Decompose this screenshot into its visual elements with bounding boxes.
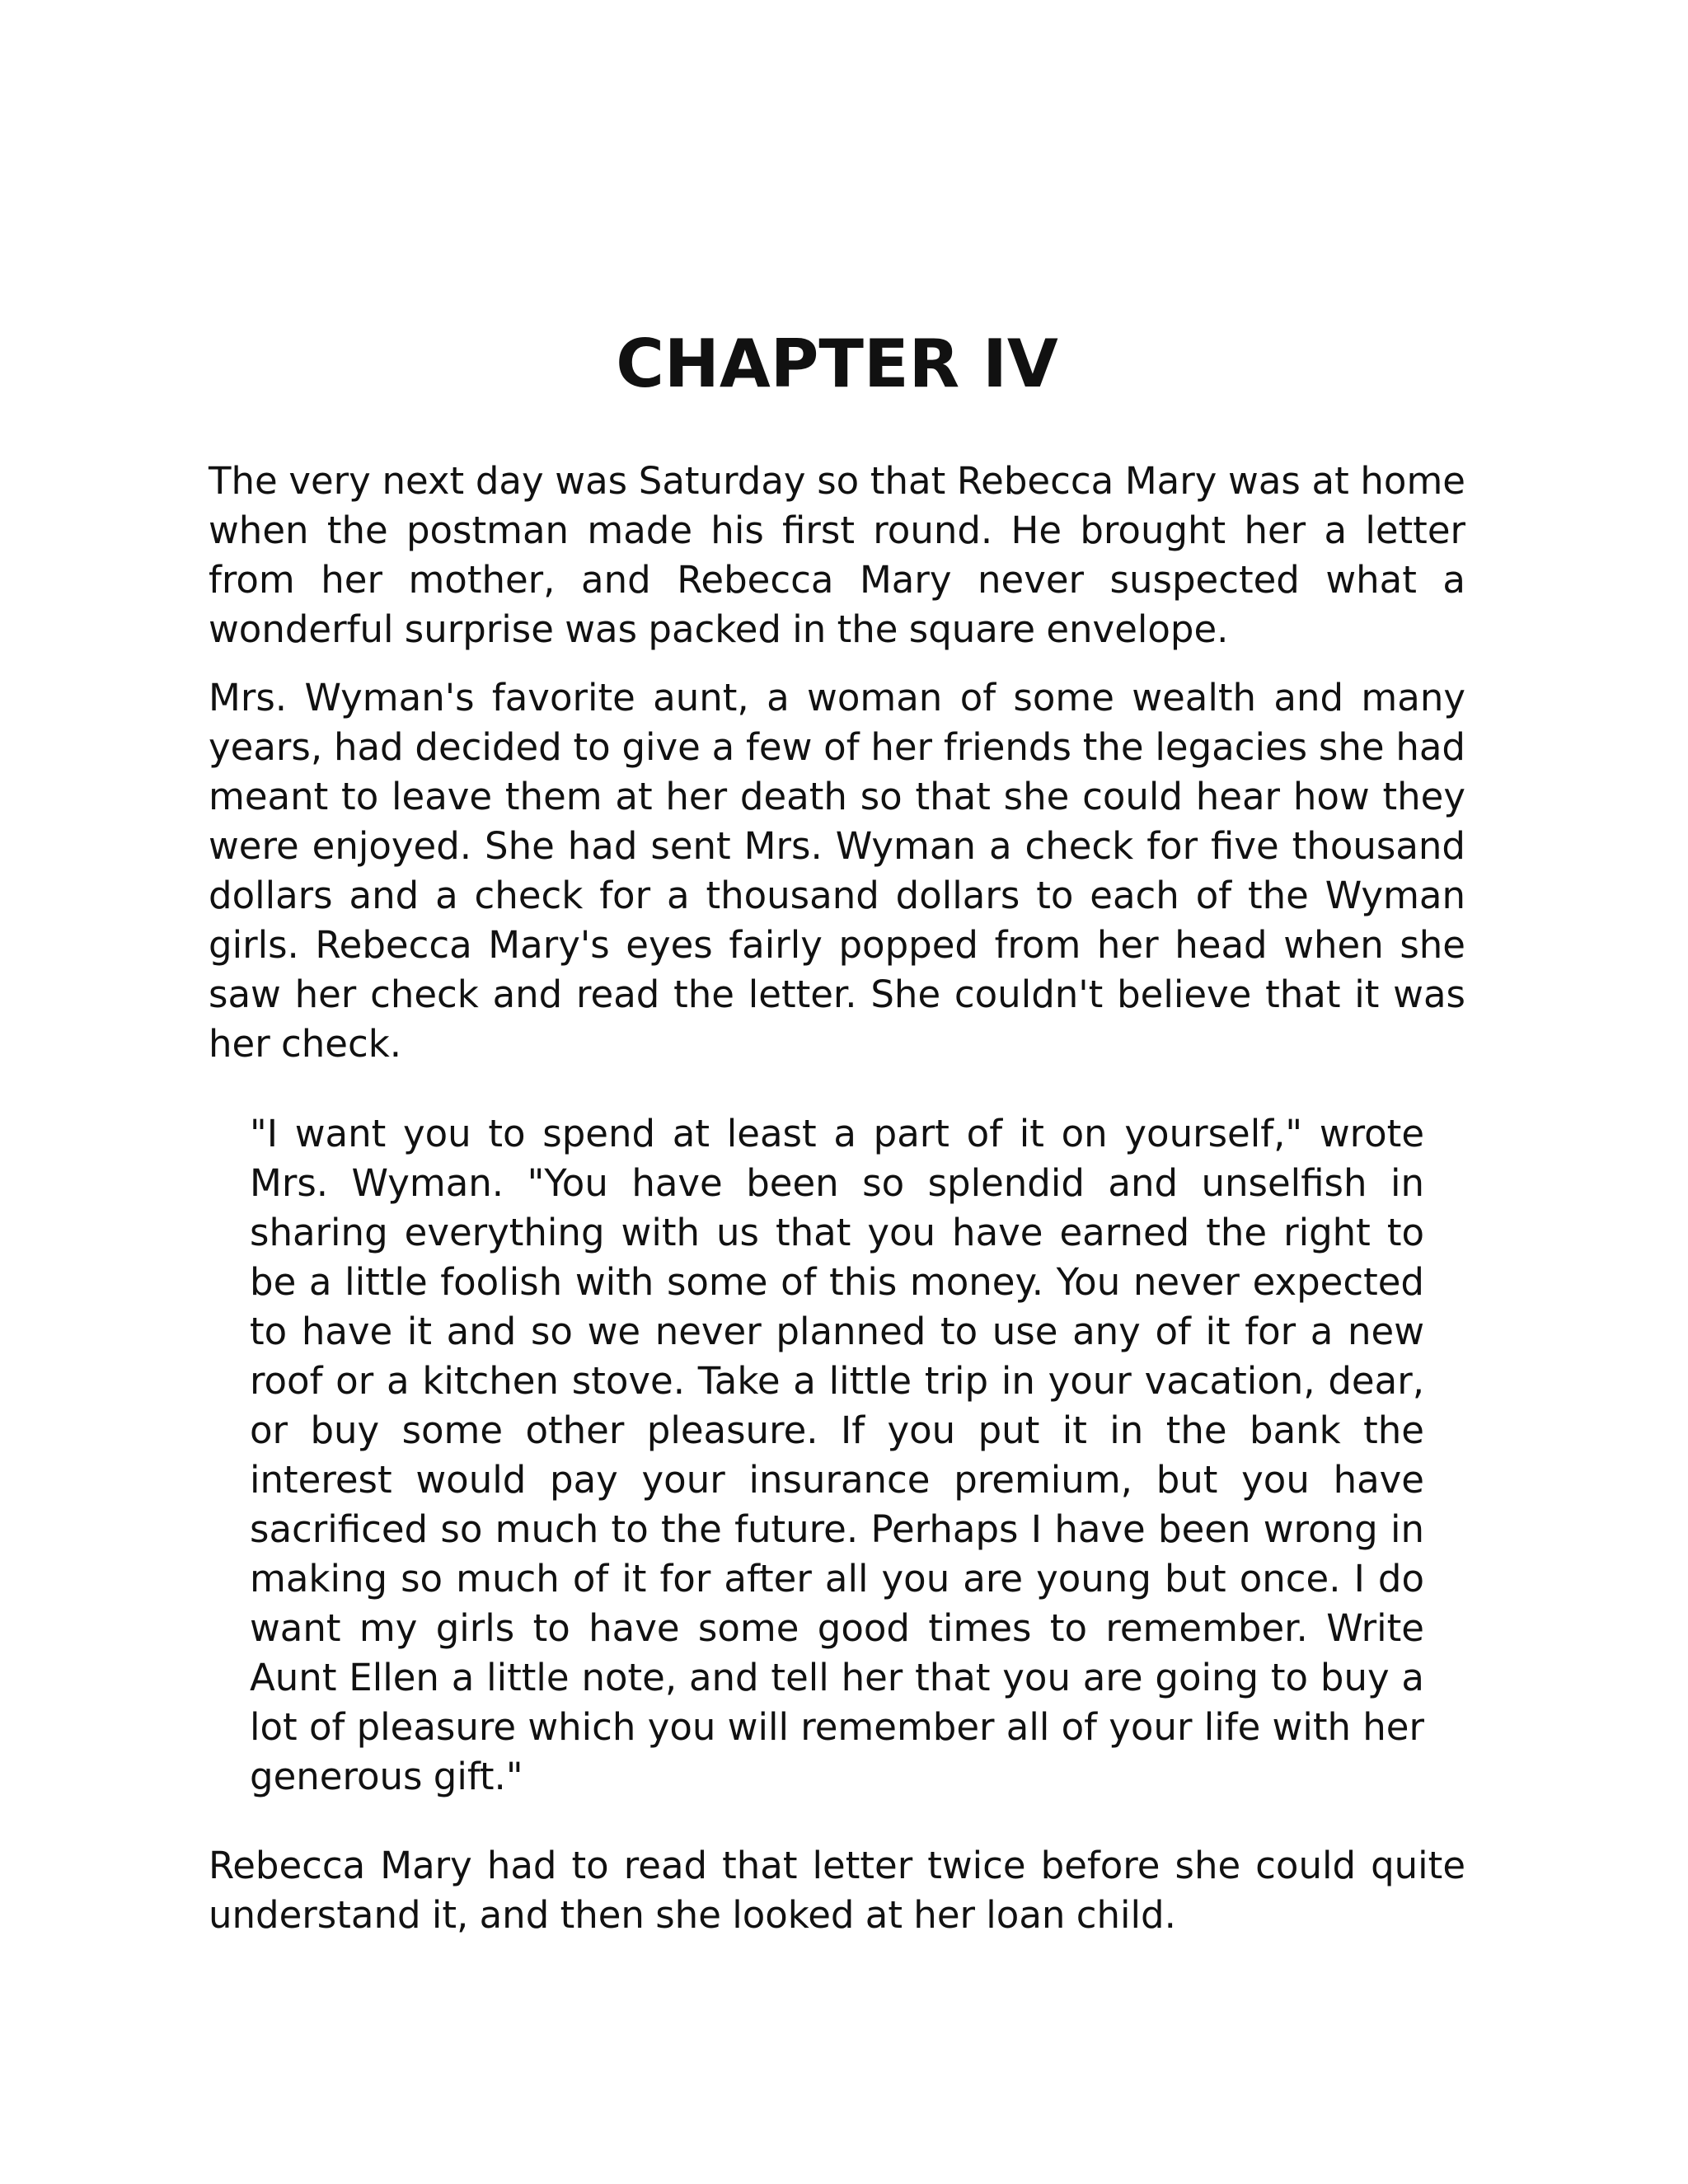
book-page — [209, 323, 1465, 1940]
block-quote-mother-letter: "I want you to spend at least a part of it on yourself," wrote Mrs. Wyman. "You have been so splendid and unselfish in sharing everything with us that you have earned the right to be a little foolish with some of this money. You never expected to have it and so we never planned to use any of it for a new roof or a kitchen stove. Take a little trip in your vacation, dear, or buy some other pleasure. If you put it in the bank the interest would pay your insurance premium, but you have sacrificed so much to the future. Perhaps I have been wrong in making so much of it for after all you are young but once. I do want my girls to have some good times to remember. Write Aunt Ellen a little note, and tell her that you are going to buy a lot of pleasure which you will remember all of your life with her generous gift." — [250, 1112, 1424, 1798]
paragraph-saturday-letter: The very next day was Saturday so that Rebecca Mary was at home when the postman made his first round. He brought her a letter from her mother, and Rebecca Mary never suspected what a wonderful surprise was packed in the square envelope. — [209, 459, 1465, 651]
chapter-title: CHAPTER IV — [616, 326, 1058, 402]
paragraph-read-twice: Rebecca Mary had to read that letter twice before she could quite understand it, and then she looked at her loan child. — [209, 1844, 1465, 1937]
paragraph-aunt-legacy: Mrs. Wyman's favorite aunt, a woman of some wealth and many years, had decided to give a few of her friends the legacies she had meant to leave them at her death so that she could hear how they were enjoyed. She had sent Mrs. Wyman a check for five thousand dollars and a check for a thousand dollars to each of the Wyman girls. Rebecca Mary's eyes fairly popped from her head when she saw her check and read the letter. She couldn't believe that it was her check. — [209, 676, 1465, 1066]
